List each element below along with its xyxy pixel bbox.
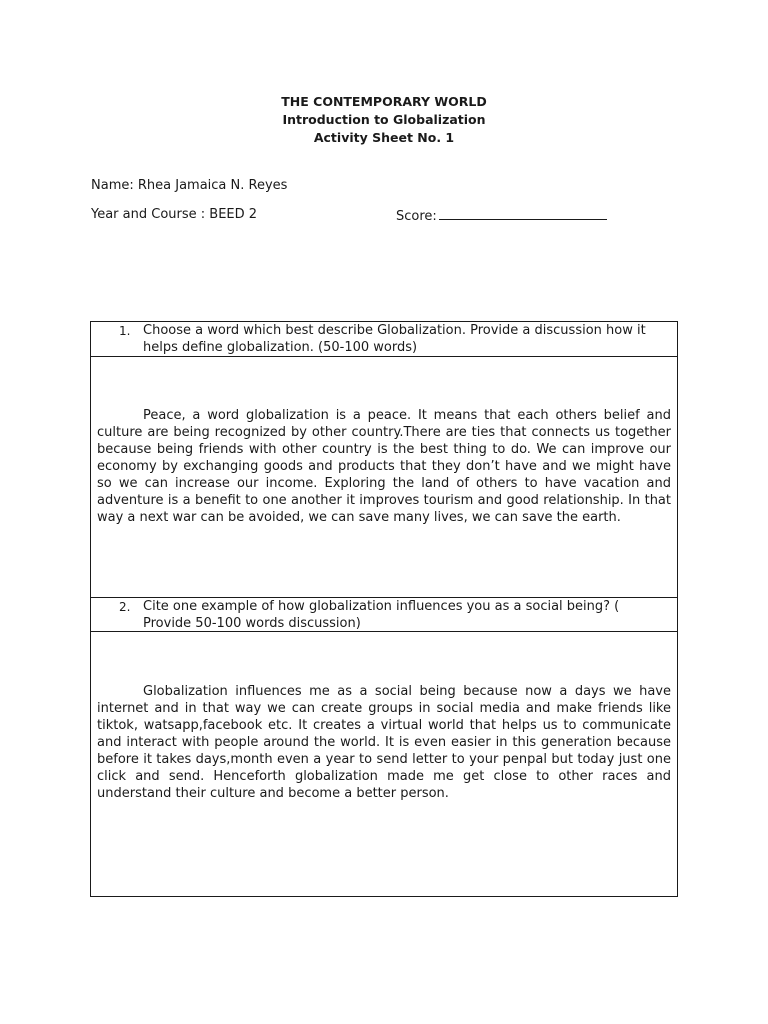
activity-title: Activity Sheet No. 1 <box>313 130 455 145</box>
year-and-course: Year and Course : BEED 2 <box>91 207 258 222</box>
score-label: Score: <box>396 209 437 224</box>
answer-row-2 <box>91 632 677 896</box>
question-row-1 <box>91 322 677 357</box>
question-text-1: Choose a word which best describe Globalization. Provide a discussion how it helps define globalization. (50-100 words) <box>143 323 646 355</box>
question-number-1: 1. <box>119 324 131 338</box>
question-text-2: Cite one example of how globalization influences you as a social being? ( Provide 50-100 words discussion) <box>143 599 620 631</box>
question-row-2 <box>91 598 677 632</box>
activity-table <box>90 321 678 897</box>
answer-row-1 <box>91 357 677 598</box>
document-header <box>0 93 768 147</box>
course-title: THE CONTEMPORARY WORLD <box>281 94 487 109</box>
answer-text-1: Peace, a word globalization is a peace. It means that each others belief and culture are being recognized by other country.There are ties that connects us together because being friends with other country is the best thing to do. We can improve our economy by exchanging goods and products that they don’t have and we might have so we can increase our income. Exploring the land of others to have vacation and adventure is a benefit to one another it improves tourism and good relationship. In that way a next war can be avoided, we can save many lives, we can save the earth. <box>97 408 671 525</box>
topic-title: Introduction to Globalization <box>282 112 486 127</box>
score-blank-line <box>439 207 607 220</box>
score-field <box>396 207 607 224</box>
question-number-2: 2. <box>119 600 131 614</box>
answer-text-2: Globalization influences me as a social being because now a days we have internet and in that way we can create groups in social media and make friends like tiktok, watsapp,facebook etc. It creates a virtual world that helps us to communicate and interact with people around the world. It is even easier in this generation because before it takes days,month even a year to send letter to your penpal but today just one click and send. Henceforth globalization made me get close to other races and understand their culture and become a better person. <box>97 684 671 801</box>
student-name: Name: Rhea Jamaica N. Reyes <box>91 178 288 193</box>
